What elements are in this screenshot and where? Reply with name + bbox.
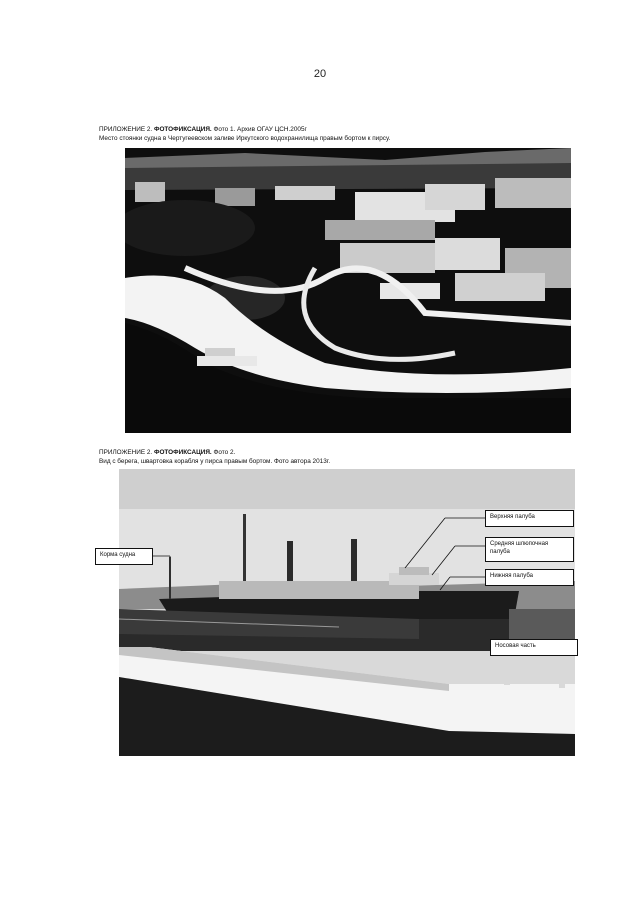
photo2-caption-line1: ПРИЛОЖЕНИЕ 2. ФОТОФИКСАЦИЯ. Фото 2. [99, 449, 236, 456]
photo2-caption [99, 448, 559, 466]
photo1-caption [99, 125, 559, 143]
label-bow: Носовая часть [490, 639, 578, 656]
photo1-aerial-city-view [125, 148, 571, 433]
photo2-caption-line2: Вид с берега, швартовка корабля у пирса правым бортом. Фото автора 2013г. [99, 458, 331, 465]
label-middle-deck: Средняя шлюпочная палуба [485, 537, 574, 562]
page-number: 20 [313, 68, 327, 80]
label-upper-deck: Верхняя палуба [485, 510, 574, 527]
photo1-caption-line1: ПРИЛОЖЕНИЕ 2. ФОТОФИКСАЦИЯ. Фото 1. Архив ОГАУ ЦСН.2005г [99, 126, 307, 133]
photo1-image [125, 148, 571, 433]
photo1-caption-line2: Место стоянки судна в Чертугеевском заливе Иркутского водохранилища правым бортом к пирсу. [99, 135, 391, 142]
label-stern: Корма судна [95, 548, 153, 565]
label-lower-deck: Нижняя палуба [485, 569, 574, 586]
